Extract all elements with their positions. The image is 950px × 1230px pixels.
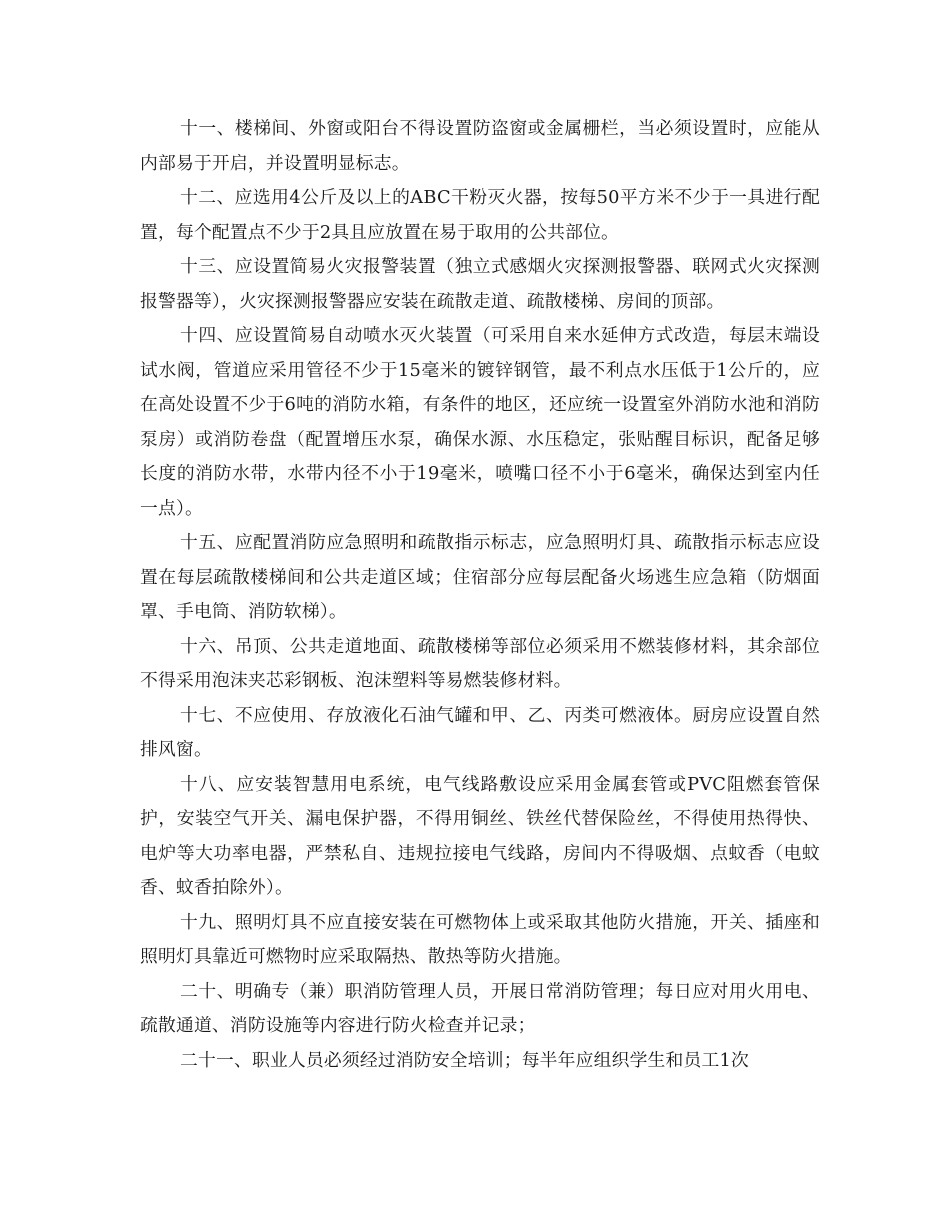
paragraph-15: 十五、应配置消防应急照明和疏散指示标志，应急照明灯具、疏散指示标志应设置在每层疏散楼梯间和公共走道区域；住宿部分应每层配备火场逃生应急箱（防烟面罩、手电筒、消防软梯）。 xyxy=(140,532,820,622)
paragraph-14: 十四、应设置简易自动喷水灭火装置（可采用自来水延伸方式改造，每层末端设试水阀，管道应采用管径不少于15毫米的镀锌钢管，最不利点水压低于1公斤的，应在高处设置不少于6吨的消防水箱，有条件的地区，还应统一设置室外消防水池和消防泵房）或消防卷盘（配置增压水泵，确保水源、水压稳定，张贴醒目标识，配备足够长度的消防水带，水带内径不小于19毫米，喷嘴口径不小于6毫米，确保达到室内任一点）。 xyxy=(140,325,820,519)
paragraph-18: 十八、应安装智慧用电系统，电气线路敷设应采用金属套管或PVC阻燃套管保护，安装空气开关、漏电保护器，不得用铜丝、铁丝代替保险丝，不得使用热得快、电炉等大功率电器，严禁私自、违规拉接电气线路，房间内不得吸烟、点蚊香（电蚊香、蚊香拍除外）。 xyxy=(140,773,820,898)
paragraph-19: 十九、照明灯具不应直接安装在可燃物体上或采取其他防火措施，开关、插座和照明灯具靠近可燃物时应采取隔热、散热等防火措施。 xyxy=(140,911,820,967)
document-body xyxy=(140,112,820,1078)
paragraph-11: 十一、楼梯间、外窗或阳台不得设置防盗窗或金属栅栏，当必须设置时，应能从内部易于开启，并设置明显标志。 xyxy=(140,118,820,174)
paragraph-13: 十三、应设置简易火灾报警装置（独立式感烟火灾探测报警器、联网式火灾探测报警器等），火灾探测报警器应安装在疏散走道、疏散楼梯、房间的顶部。 xyxy=(140,256,820,312)
paragraph-21: 二十一、职业人员必须经过消防安全培训；每半年应组织学生和员工1次 xyxy=(180,1049,749,1071)
paragraph-16: 十六、吊顶、公共走道地面、疏散楼梯等部位必须采用不燃装修材料，其余部位不得采用泡沫夹芯彩钢板、泡沫塑料等易燃装修材料。 xyxy=(140,635,820,691)
paragraph-12: 十二、应选用4公斤及以上的ABC干粉灭火器，按每50平方米不少于一具进行配置，每个配置点不少于2具且应放置在易于取用的公共部位。 xyxy=(140,187,820,243)
paragraph-20: 二十、明确专（兼）职消防管理人员，开展日常消防管理；每日应对用火用电、疏散通道、消防设施等内容进行防火检查并记录； xyxy=(140,980,820,1036)
paragraph-17: 十七、不应使用、存放液化石油气罐和甲、乙、丙类可燃液体。厨房应设置自然排风窗。 xyxy=(140,704,820,760)
